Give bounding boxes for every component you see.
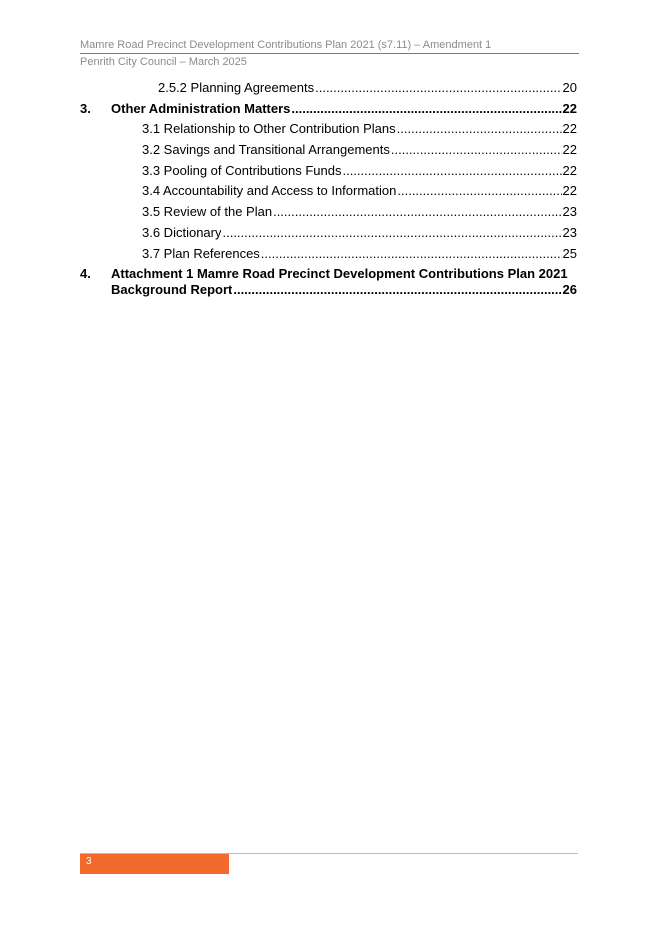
toc-entry-4[interactable] [80, 266, 577, 298]
page-number: 3 [86, 856, 92, 867]
document-subtitle: Penrith City Council – March 2025 [80, 56, 247, 68]
toc-leader-dots [397, 121, 562, 137]
toc-entry-page: 22 [562, 162, 577, 178]
toc-entry-title: 3.4 Accountability and Access to Information [142, 183, 397, 199]
toc-entry-page: 22 [562, 142, 577, 158]
toc-entry-3-1[interactable] [80, 121, 577, 137]
toc-entry-title: 3.3 Pooling of Contributions Funds [142, 162, 342, 178]
toc-entry-3-7[interactable] [80, 246, 577, 262]
toc-entry-page: 23 [562, 204, 577, 220]
toc-leader-dots [261, 246, 562, 262]
toc-entry-title: 3.6 Dictionary [142, 224, 222, 240]
toc-leader-dots [397, 183, 561, 199]
toc-entry-3-6[interactable] [80, 225, 577, 241]
toc-entry-page: 22 [562, 121, 577, 137]
table-of-contents [80, 80, 577, 303]
toc-entry-number: 3. [80, 100, 91, 116]
toc-entry-2-5-2[interactable] [80, 80, 577, 96]
toc-entry-title: 3.1 Relationship to Other Contribution Plans [142, 121, 396, 137]
toc-leader-dots [391, 142, 562, 158]
toc-entry-title: Other Administration Matters [111, 100, 291, 116]
toc-entry-3[interactable] [80, 101, 577, 117]
toc-entry-3-5[interactable] [80, 204, 577, 220]
toc-entry-title: 2.5.2 Planning Agreements [158, 80, 315, 95]
document-title: Mamre Road Precinct Development Contributions Plan 2021 (s7.11) – Amendment 1 [80, 38, 579, 54]
toc-entry-3-3[interactable] [80, 163, 577, 179]
toc-entry-title-line2: Background Report [111, 282, 233, 298]
footer-page-badge [80, 854, 229, 874]
toc-leader-dots [315, 80, 561, 96]
toc-entry-page: 22 [562, 183, 577, 199]
toc-entry-page: 23 [562, 224, 577, 240]
toc-entry-title: 3.2 Savings and Transitional Arrangements [142, 142, 390, 158]
toc-leader-dots [273, 204, 561, 220]
toc-entry-title-line1: Attachment 1 Mamre Road Precinct Development Contributions Plan 2021 [111, 266, 568, 282]
toc-entry-number: 4. [80, 266, 91, 282]
page-header [80, 38, 579, 69]
toc-entry-title: 3.5 Review of the Plan [142, 204, 273, 220]
toc-entry-page: 22 [562, 100, 577, 116]
toc-entry-3-2[interactable] [80, 142, 577, 158]
toc-entry-title: 3.7 Plan References [142, 245, 260, 261]
toc-leader-dots [222, 225, 561, 241]
toc-leader-dots [233, 282, 561, 298]
toc-leader-dots [291, 101, 561, 117]
toc-entry-3-4[interactable] [80, 183, 577, 199]
toc-leader-dots [342, 163, 561, 179]
toc-entry-page: 25 [562, 245, 577, 261]
toc-entry-page: 20 [562, 80, 577, 95]
toc-entry-page: 26 [562, 282, 577, 298]
